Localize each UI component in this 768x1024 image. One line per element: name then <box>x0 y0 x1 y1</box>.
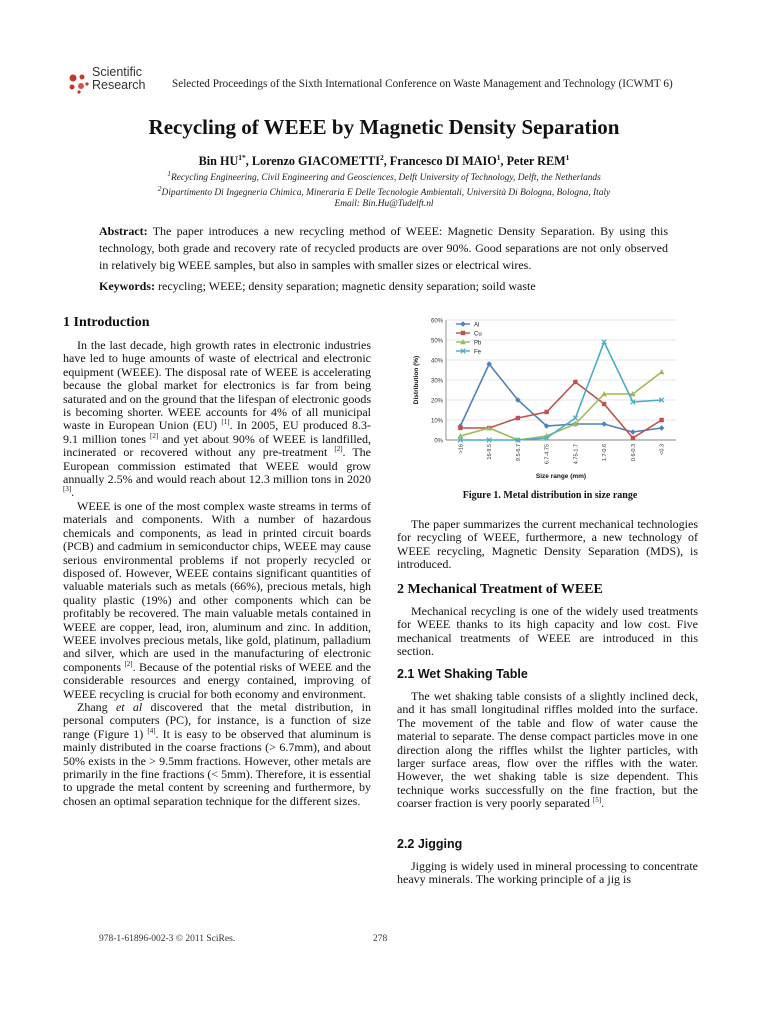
affiliation-number: 2 <box>157 184 162 193</box>
data-point <box>458 426 462 430</box>
keywords-label: Keywords: <box>99 279 155 293</box>
x-tick-label: 16-9.5 <box>487 444 494 460</box>
logo-line1: Scientific <box>92 65 143 79</box>
data-point <box>573 380 577 384</box>
data-point <box>659 369 665 374</box>
section-2-body <box>397 605 698 659</box>
page-number: 278 <box>373 934 388 944</box>
x-tick-label: <0.3 <box>659 444 666 455</box>
author: Bin HU <box>198 154 239 169</box>
affiliation-text: Dipartimento Di Ingegneria Chimica, Mineraria E Delle Tecnologie Ambientali, Università Di Bologna, Bologna, Italy <box>161 188 611 199</box>
affiliation-number: 1 <box>167 169 171 178</box>
affiliation-1 <box>0 169 768 183</box>
citation: [5] <box>592 796 602 805</box>
logo-line2: Research <box>92 78 146 92</box>
x-tick-label: 0.6-0.3 <box>630 444 637 462</box>
data-point <box>460 321 466 327</box>
data-point <box>602 402 606 406</box>
metal-distribution-chart <box>408 310 698 485</box>
left-column-body <box>63 339 371 808</box>
data-point <box>659 418 663 422</box>
legend-label: Al <box>474 322 480 329</box>
author: Francesco DI MAIO <box>389 154 497 169</box>
citation: [4] <box>147 726 156 735</box>
citation: [2] <box>150 431 159 440</box>
x-tick-label: 6.7-4.75 <box>544 444 551 465</box>
keywords-text: recycling; WEEE; density separation; magnetic density separation; soild waste <box>158 279 536 293</box>
y-tick-label: 20% <box>430 398 443 405</box>
x-axis-label: Size range (mm) <box>535 473 587 480</box>
paragraph: WEEE is one of the most complex waste streams in terms of materials and components. With a number of hazardous chemicals and components, as lead in printed circuit boards (PCB) and cadmium in semiconductor chips, WEEE may cause serious environmental problems if not properly recycled or disposed of. However, WEEE contains significant quantities of valuable materials such as metals (66%), precious metals, high quality plastic (19%) and other components which can be profitably be recovered. The main valuable metals contained in WEEE are copper, lead, iron, aluminum and zinc. In addition, WEEE involves precious metals, like gold, platinum, palladium and silver, which are used in the manufacturing of electronic components [2]. Because of the potential risks of WEEE and the considerable resources and energy contained, improving of WEEE recycling is crucial for both economy and environment. <box>63 498 371 701</box>
citation: [2] <box>334 445 343 454</box>
legend-label: Cu <box>474 331 482 338</box>
y-tick-label: 30% <box>430 378 443 385</box>
y-tick-label: 10% <box>430 418 443 425</box>
legend-label: Pb <box>474 340 482 347</box>
subsection-heading-jigging: 2.2 Jigging <box>397 837 463 851</box>
author-affiliation-mark: 1 <box>565 153 570 162</box>
right-column-intro <box>397 518 698 572</box>
paragraph: Jigging is widely used in mineral processing to concentrate heavy minerals. The working principle of a jig is <box>397 859 698 887</box>
x-tick-label: 4.75-1.7 <box>573 444 580 465</box>
paragraph: The wet shaking table consists of a slightly inclined deck, and it has small longitudinal riffles molded into the surface. The movement of the table and flow of water cause the material to separate. The dense compact particles move in one direction along the riffles whilst the lighter particles, with larger surface areas, flow over the riffles with the water. However, the wet shaking table is size dependent. This technique works successfully on the fine fraction, but the coarser fraction is very poorly separated [5]. <box>397 689 698 811</box>
keywords <box>99 278 668 295</box>
figure-caption: Figure 1. Metal distribution in size range <box>462 490 638 501</box>
footer-isbn: 978-1-61896-002-3 © 2011 SciRes. <box>99 934 236 944</box>
data-point <box>461 331 465 335</box>
affiliation-2 <box>0 184 768 198</box>
data-point <box>601 421 607 427</box>
section-2-1-body <box>397 690 698 811</box>
y-tick-label: 40% <box>430 358 443 365</box>
subsection-heading-wet-shaking-table: 2.1 Wet Shaking Table <box>397 667 528 681</box>
author-affiliation-mark: 1* <box>238 153 246 162</box>
author: Peter REM <box>506 154 566 169</box>
y-tick-label: 0% <box>434 438 443 445</box>
data-point <box>544 410 548 414</box>
x-tick-label: >16 <box>458 444 465 454</box>
citation: [3] <box>63 485 72 494</box>
section-heading-mechanical: 2 Mechanical Treatment of WEEE <box>397 582 603 597</box>
paragraph: Mechanical recycling is one of the widely used treatments for WEEE thanks to its high capacity and low cost. Five mechanical treatments of WEEE are introduced in this section. <box>397 604 698 659</box>
author-list: Bin $HU^{1*}$, Lorenzo GIACOMETTI$^2$, Francesco DI MAIO$^1$, Peter REM$^1$ <box>198 153 570 169</box>
paragraph: The paper summarizes the current mechanical technologies for recycling of WEEE, furthermore, a new technology of WEEE recycling, Magnetic Density Separation (MDS), is introduced. <box>397 517 698 572</box>
publisher-logo-icon <box>66 71 90 95</box>
data-point <box>516 416 520 420</box>
citation: [1] <box>221 418 230 427</box>
citation: [2] <box>124 659 133 668</box>
paper-title: Recycling of WEEE by Magnetic Density Separation <box>148 115 620 139</box>
author-affiliation-mark: 1 <box>496 153 501 162</box>
section-2-2-body <box>397 860 698 887</box>
running-header: Selected Proceedings of the Sixth International Conference on Waste Management and Technology (ICWMT 6) <box>172 78 673 90</box>
y-tick-label: 60% <box>430 318 443 325</box>
section-heading-introduction: 1 Introduction <box>63 315 150 330</box>
y-axis-label: Distribution (%) <box>413 355 420 405</box>
abstract-text: The paper introduces a new recycling method of WEEE: Magnetic Density Separation. By using this technology, both grade and recovery rate of recycled products are over 90%. Good separations are not only observed in relatively big WEEE samples, but also in samples with smaller sizes or electrical wires. <box>99 224 668 272</box>
data-point <box>659 425 665 431</box>
abstract <box>99 223 668 274</box>
data-point <box>630 429 636 435</box>
author-affiliation-mark: 2 <box>379 153 384 162</box>
contact-email: Email: Bin.Hu@Tudelft.nl <box>334 199 434 209</box>
y-tick-label: 50% <box>430 338 443 345</box>
publisher-logo-text <box>92 66 146 92</box>
author: Lorenzo GIACOMETTI <box>251 154 380 169</box>
abstract-label: Abstract: <box>99 224 148 238</box>
paragraph: In the last decade, high growth rates in electronic industries have led to huge amounts of waste of electrical and electronic equipment (WEEE). The disposal rate of WEEE is accelerating because the global market for electronics is far from being saturated and on the ground that the lifespan of electronic goods is becoming shorter. WEEE accounts for 4% of all municipal waste in European Union (EU) [1]. In 2005, EU produced 8.3-9.1 million tones [2] and yet about 90% of WEEE is landfilled, incinerated or recovered without any pre-treatment [2]. The European commission estimated that WEEE would grow annually 2.5% and would reach about 12.3 million tons in 2020 [3]. <box>63 338 371 500</box>
x-tick-label: 1.7-0.6 <box>602 444 609 462</box>
x-tick-label: 9.5-6.7 <box>515 444 522 462</box>
data-point <box>631 436 635 440</box>
affiliation-text: Recycling Engineering, Civil Engineering and Geosciences, Delft University of Technology, Delft, the Netherlands <box>170 173 601 184</box>
legend-label: Fe <box>474 349 482 356</box>
paragraph: Zhang et al discovered that the metal distribution, in personal computers (PC), for instance, is a function of size range (Figure 1) [4]. It is easy to be observed that aluminum is mainly distributed in the coarse fractions (> 6.7mm), and about 50% exists in the > 9.5mm fractions. However, other metals are primarily in the fine fractions (< 5mm). Therefore, it is essential to upgrade the metal content by screening and furthermore, by chosen an optimal separation technique for the different sizes. <box>63 699 371 808</box>
